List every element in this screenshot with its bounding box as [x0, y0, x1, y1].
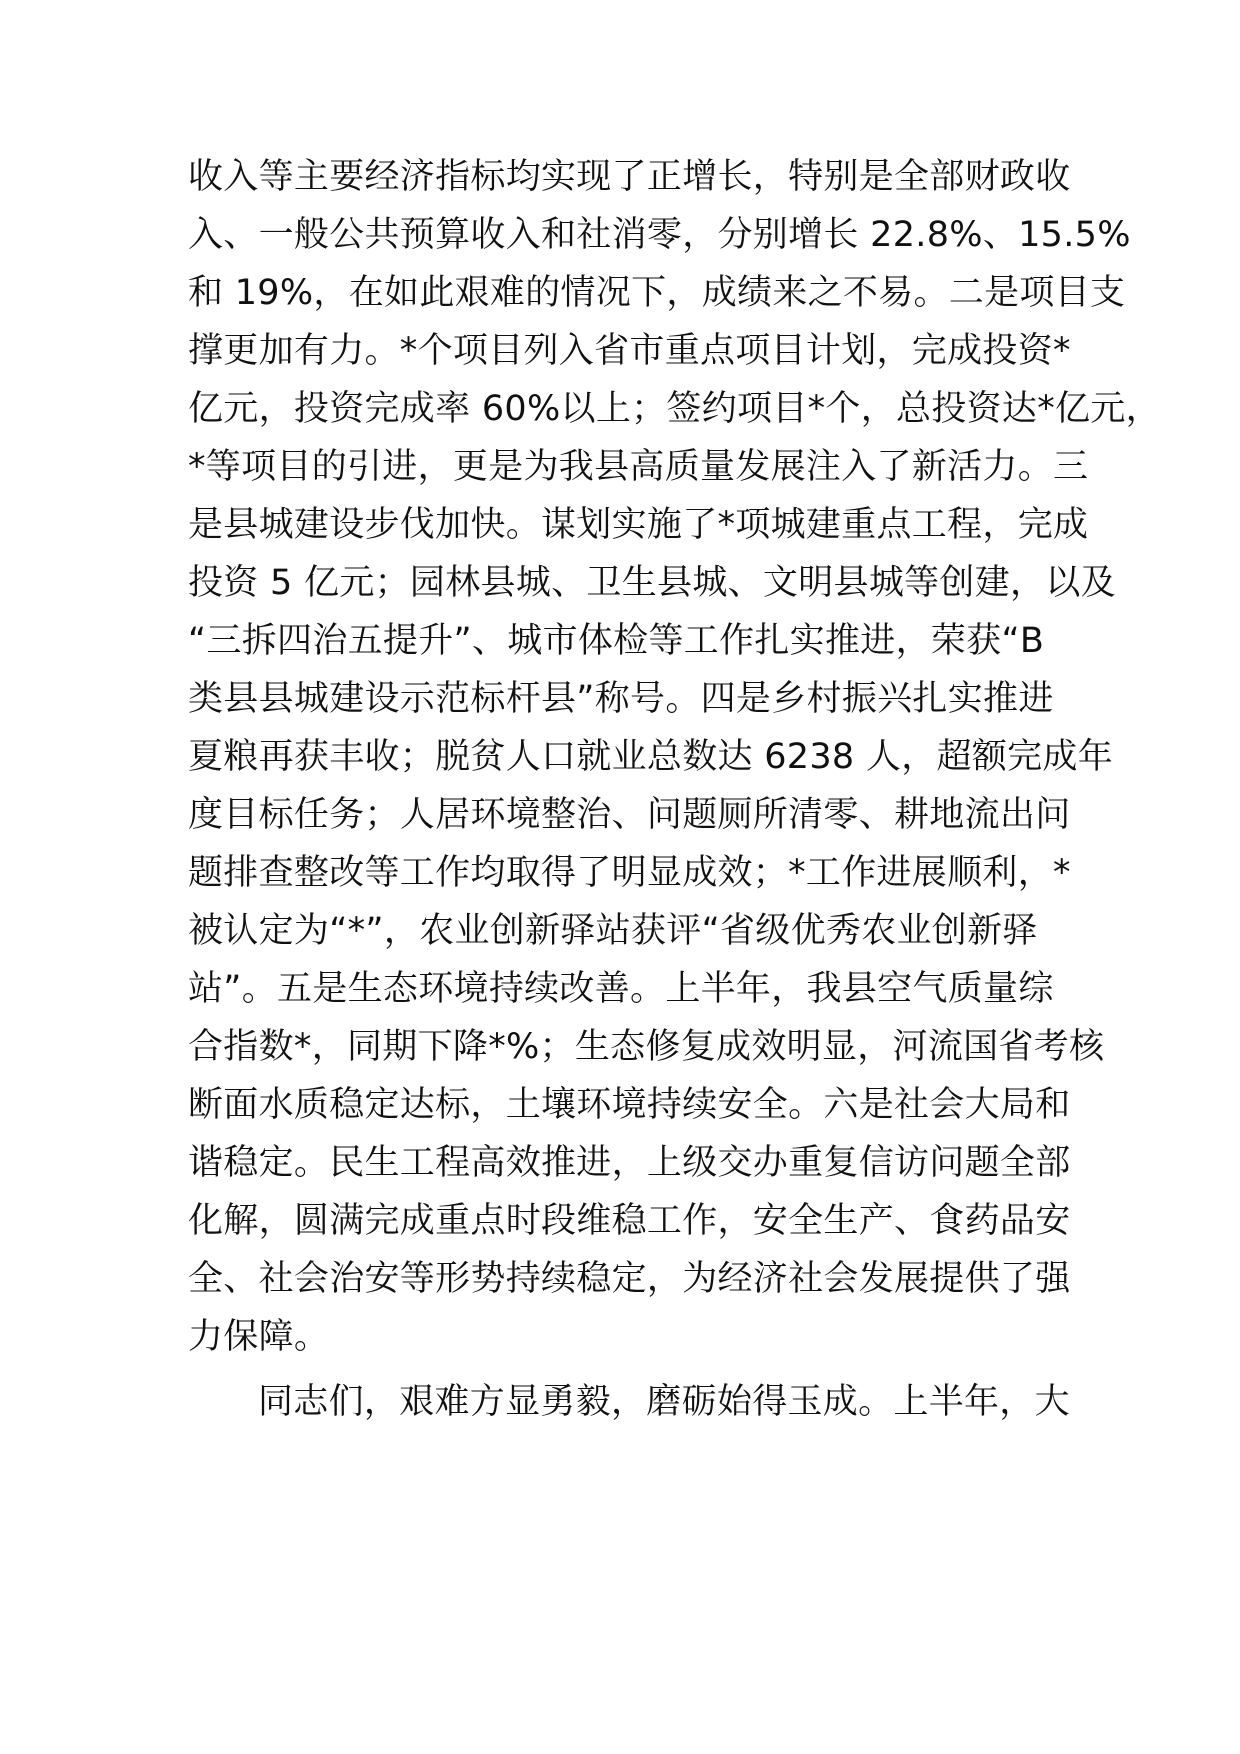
text-line: 谐稳定。民生工程高效推进，上级交办重复信访问题全部 [188, 1143, 1071, 1183]
text-line: 合指数*，同期下降*%；生态修复成效明显，河流国省考核 [188, 1027, 1105, 1067]
text-line: 度目标任务；人居环境整治、问题厕所清零、耕地流出问 [188, 795, 1071, 835]
text-line: “三拆四治五提升”、城市体检等工作扎实推进，荣获“B [188, 621, 1045, 661]
text-line: 断面水质稳定达标，土壤环境持续安全。六是社会大局和 [188, 1085, 1071, 1125]
text-line: 亿元，投资完成率 60%以上；签约项目*个，总投资达*亿元， [188, 389, 1161, 429]
text-line: 化解，圆满完成重点时段维稳工作，安全生产、食药品安 [188, 1201, 1071, 1241]
text-line: 夏粮再获丰收；脱贫人口就业总数达 6238 人，超额完成年 [188, 737, 1114, 777]
text-line: 收入等主要经济指标均实现了正增长，特别是全部财政收 [188, 157, 1071, 197]
text-line: 投资 5 亿元；园林县城、卫生县城、文明县城等创建，以及 [188, 563, 1116, 603]
text-line: 被认定为“*”，农业创新驿站获评“省级优秀农业创新驿 [188, 911, 1038, 951]
text-line: 题排查整改等工作均取得了明显成效；*工作进展顺利，* [188, 853, 1071, 893]
text-line: 和 19%，在如此艰难的情况下，成绩来之不易。二是项目支 [188, 273, 1126, 313]
text-line: 撑更加有力。*个项目列入省市重点项目计划，完成投资* [188, 331, 1071, 371]
text-line: 力保障。 [188, 1317, 330, 1357]
text-line: *等项目的引进，更是为我县高质量发展注入了新活力。三 [188, 447, 1089, 487]
text-line: 入、一般公共预算收入和社消零，分别增长 22.8%、15.5% [188, 215, 1131, 255]
paragraph-first-line: 同志们，艰难方显勇毅，磨砺始得玉成。上半年，大 [258, 1382, 1070, 1422]
text-line: 类县县城建设示范标杆县”称号。四是乡村振兴扎实推进 [188, 679, 1054, 719]
text-line: 全、社会治安等形势持续稳定，为经济社会发展提供了强 [188, 1259, 1071, 1299]
text-line: 是县城建设步伐加快。谋划实施了*项城建重点工程，完成 [188, 505, 1089, 545]
text-line: 站”。五是生态环境持续改善。上半年，我县空气质量综 [188, 969, 1054, 1009]
